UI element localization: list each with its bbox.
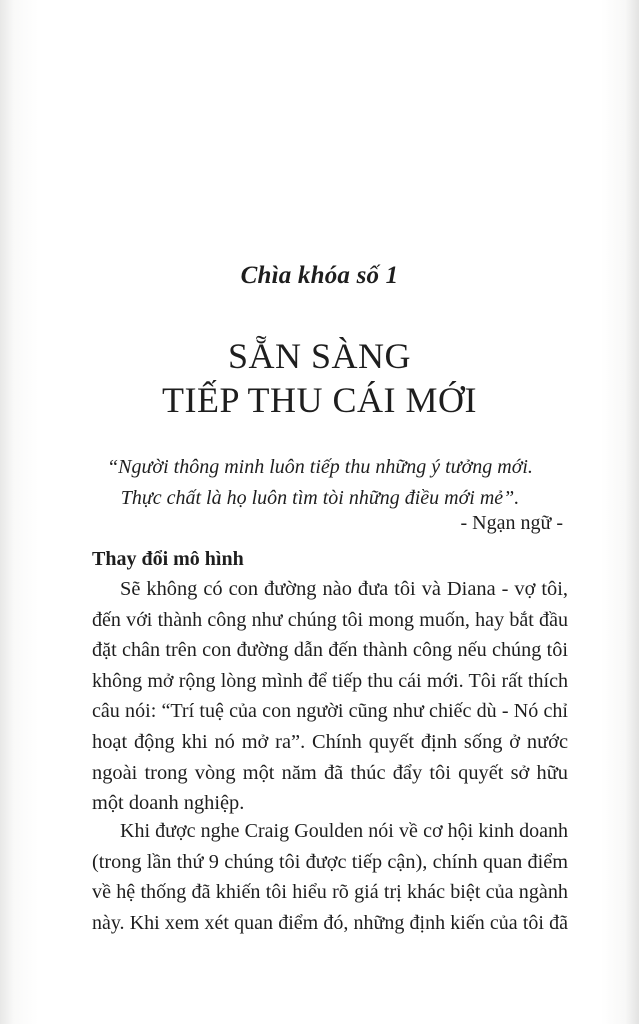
paragraph-line: về hệ thống đã khiến tôi hiểu rõ giá trị khác biệt của ngành [92, 881, 568, 904]
paragraph-line: đặt chân trên con đường dẫn đến thành công nếu chúng tôi [92, 639, 568, 662]
paragraph-1 [92, 574, 568, 819]
paragraph-line: câu nói: “Trí tuệ của con người cũng như chiếc dù - Nó chỉ [92, 700, 568, 723]
chapter-title [0, 334, 639, 422]
chapter-title-line-1: SẴN SÀNG [227, 336, 412, 376]
section-heading: Thay đổi mô hình [92, 548, 244, 570]
paragraph-line: (trong lần thứ 9 chúng tôi được tiếp cận), chính quan điểm [92, 850, 568, 873]
quote-source: - Ngạn ngữ - [460, 512, 563, 534]
paragraph-line: Khi được nghe Craig Goulden nói về cơ hội kinh doanh [120, 820, 568, 842]
quote-line-1: “Người thông minh luôn tiếp thu những ý tưởng mới. [107, 456, 533, 478]
paragraph-2 [92, 816, 568, 938]
paragraph-line: Sẽ không có con đường nào đưa tôi và Diana - vợ tôi, [120, 578, 568, 600]
paragraph-line: một doanh nghiệp. [92, 792, 245, 815]
paragraph-line: hoạt động khi nó mở ra”. Chính quyết định sống ở nước [92, 730, 568, 753]
quote-line-2: Thực chất là họ luôn tìm tòi những điều mới mẻ”. [120, 487, 520, 509]
chapter-key-label: Chìa khóa số 1 [240, 262, 399, 289]
page-edge-shadow-right [625, 0, 639, 1024]
paragraph-line: ngoài trong vòng một năm đã thúc đẩy tôi quyết sở hữu [92, 761, 568, 784]
paragraph-line: đến với thành công như chúng tôi mong muốn, hay bắt đầu [92, 608, 568, 631]
paragraph-line: này. Khi xem xét quan điểm đó, những định kiến của tôi đã [92, 911, 568, 934]
page-edge-shadow-left [0, 0, 14, 1024]
chapter-title-line-2: TIẾP THU CÁI MỚI [162, 380, 477, 420]
epigraph-quote [60, 452, 580, 514]
paragraph-line: không mở rộng lòng mình để tiếp thu cái mới. Tôi rất thích [92, 669, 568, 692]
